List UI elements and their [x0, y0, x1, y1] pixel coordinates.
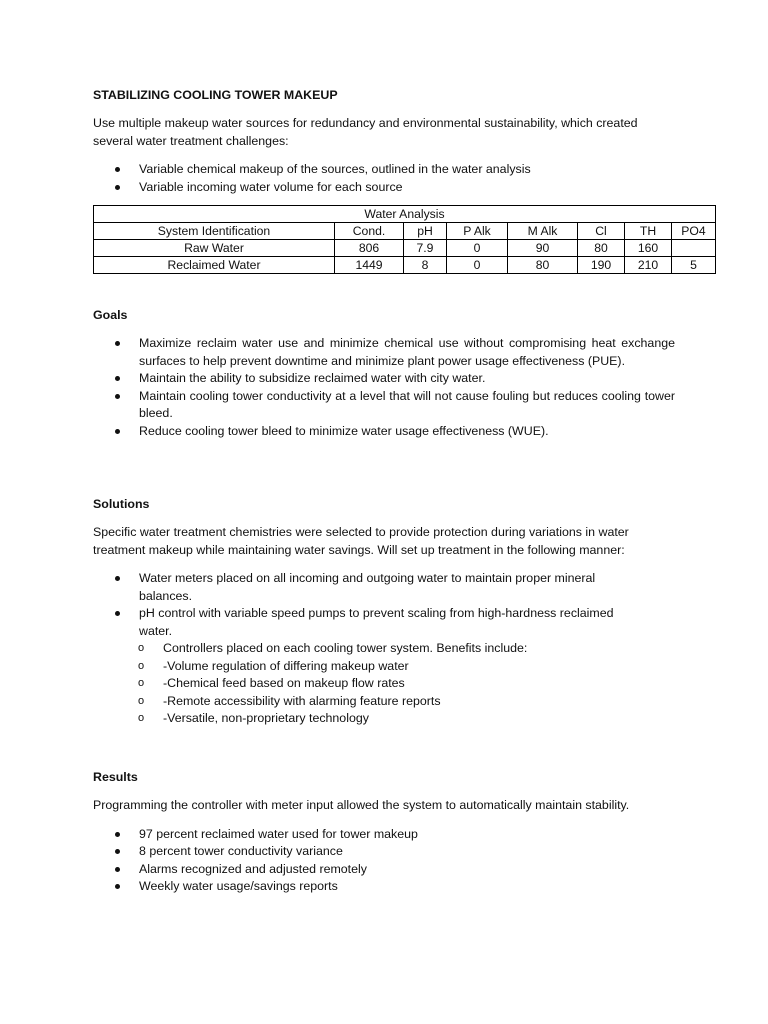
list-item: Variable incoming water volume for each source [93, 179, 675, 197]
results-paragraph: Programming the controller with meter input allowed the system to automatically maintain stability. [93, 798, 630, 812]
challenges-list [93, 161, 675, 196]
list-item: Variable chemical makeup of the sources, outlined in the water analysis [93, 161, 675, 179]
table-cell: Reclaimed Water [94, 257, 335, 274]
list-item: Maximize reclaim water use and minimize chemical use without compromising heat exchange surfaces to help prevent downtime and minimize plant power usage effectiveness (PUE). [93, 335, 675, 370]
list-item: Alarms recognized and adjusted remotely [93, 861, 675, 879]
list-item: 97 percent reclaimed water used for tower makeup [93, 826, 675, 844]
table-cell: 5 [672, 257, 716, 274]
table-cell: 0 [447, 257, 508, 274]
table-row [94, 240, 716, 257]
list-item: o -Chemical feed based on makeup flow rates [139, 675, 675, 693]
results-list [93, 826, 675, 896]
table-cell: 806 [335, 240, 404, 257]
list-item: 8 percent tower conductivity variance [93, 843, 675, 861]
list-item: o -Remote accessibility with alarming feature reports [139, 693, 675, 711]
table-cell: 160 [625, 240, 672, 257]
table-cell: 7.9 [404, 240, 447, 257]
list-item: o -Volume regulation of differing makeup water [139, 658, 675, 676]
solutions-list [93, 570, 675, 640]
list-item: o -Versatile, non-proprietary technology [139, 710, 675, 728]
table-row [94, 257, 716, 274]
solutions-paragraph: Specific water treatment chemistries were selected to provide protection during variations in water treatment makeup while maintaining water savings. Will set up treatment in the following manner: [93, 525, 629, 557]
list-item: o Controllers placed on each cooling tower system. Benefits include: [139, 640, 675, 658]
table-cell: 8 [404, 257, 447, 274]
list-item: Water meters placed on all incoming and outgoing water to maintain proper mineral balances. [93, 570, 675, 605]
table-cell: 90 [508, 240, 578, 257]
table-header: Cl [578, 223, 625, 240]
table-cell: 80 [578, 240, 625, 257]
results-section [93, 768, 675, 896]
table-header: TH [625, 223, 672, 240]
table-header: PO4 [672, 223, 716, 240]
document-title: STABILIZING COOLING TOWER MAKEUP [93, 88, 338, 102]
table-header-row [94, 223, 716, 240]
table-cell: 80 [508, 257, 578, 274]
table-cell: 210 [625, 257, 672, 274]
goals-section [93, 306, 675, 440]
solutions-section [93, 495, 675, 728]
list-item: Reduce cooling tower bleed to minimize water usage effectiveness (WUE). [93, 423, 675, 441]
table-cell: 0 [447, 240, 508, 257]
solutions-heading: Solutions [93, 497, 150, 511]
list-item: Weekly water usage/savings reports [93, 878, 675, 896]
goals-heading: Goals [93, 308, 128, 322]
table-header: System Identification [94, 223, 335, 240]
water-analysis-table [93, 205, 716, 274]
table-cell: 190 [578, 257, 625, 274]
table-cell [672, 240, 716, 257]
table-cell: Raw Water [94, 240, 335, 257]
goals-list [93, 335, 675, 440]
list-item: pH control with variable speed pumps to prevent scaling from high-hardness reclaimed water. [93, 605, 675, 640]
list-item: Maintain the ability to subsidize reclaimed water with city water. [93, 370, 675, 388]
document-page [93, 86, 675, 196]
list-item: Maintain cooling tower conductivity at a level that will not cause fouling but reduces cooling tower bleed. [93, 388, 675, 423]
intro-paragraph: Use multiple makeup water sources for redundancy and environmental sustainability, which created several water treatment challenges: [93, 116, 638, 148]
table-header: P Alk [447, 223, 508, 240]
table-header: M Alk [508, 223, 578, 240]
benefits-list [139, 640, 675, 728]
table-caption: Water Analysis [94, 206, 716, 223]
results-heading: Results [93, 770, 138, 784]
table-cell: 1449 [335, 257, 404, 274]
table-header: Cond. [335, 223, 404, 240]
table-header: pH [404, 223, 447, 240]
